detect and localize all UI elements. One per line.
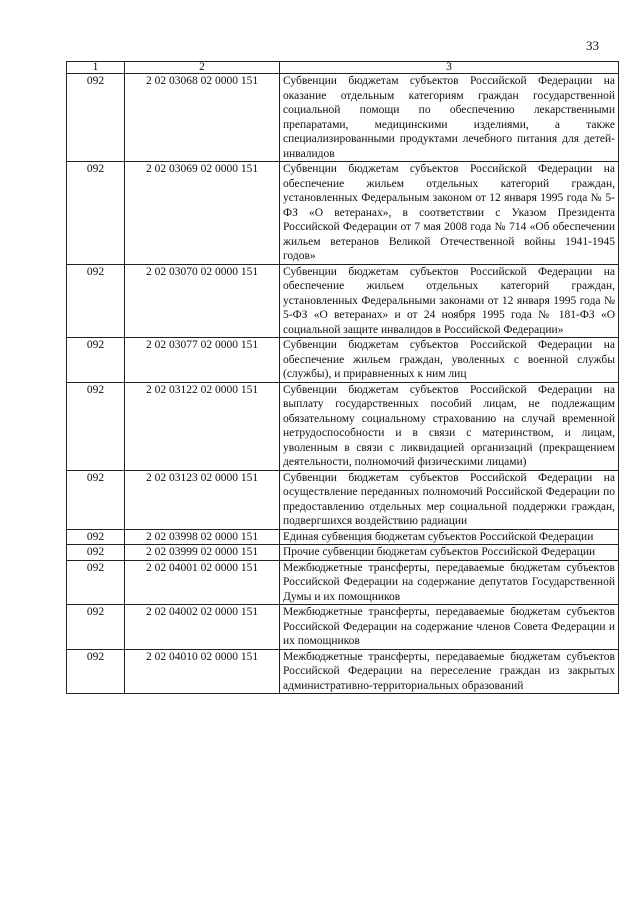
- budget-code-cell: 2 02 03068 02 0000 151: [125, 74, 280, 162]
- admin-code-cell: 092: [67, 470, 125, 529]
- description-cell: Субвенции бюджетам субъектов Российской Федерации на выплату государственных пособий лицам, не подлежащим обязательному социальному страхованию на случай временной нетрудоспособности и в связи с материнством, и лицам, уволенным в связи с ликвидацией организаций (прекращением деятельности, полномочий физическими лицами): [280, 382, 619, 470]
- description-cell: Межбюджетные трансферты, передаваемые бюджетам субъектов Российской Федерации на содержание членов Совета Федерации и их помощников: [280, 605, 619, 650]
- page-number: 33: [586, 38, 599, 53]
- description-cell: Субвенции бюджетам субъектов Российской Федерации на оказание отдельным категориям граждан государственной социальной помощи по обеспечению лекарственными препаратами, медицинскими изделиями, а также специализированными продуктами лечебного питания для детей-инвалидов: [280, 74, 619, 162]
- column-header-1: 1: [67, 62, 125, 74]
- budget-code-cell: 2 02 04010 02 0000 151: [125, 649, 280, 694]
- column-header-2: 2: [125, 62, 280, 74]
- budget-code-cell: 2 02 03077 02 0000 151: [125, 338, 280, 383]
- admin-code-cell: 092: [67, 264, 125, 338]
- table-row: [67, 529, 619, 545]
- description-cell: Прочие субвенции бюджетам субъектов Российской Федерации: [280, 545, 619, 561]
- budget-code-cell: 2 02 03070 02 0000 151: [125, 264, 280, 338]
- description-cell: Субвенции бюджетам субъектов Российской Федерации на осуществление переданных полномочий Российской Федерации по предоставлению отдельных мер социальной поддержки граждан, подвергшихся воздействию радиации: [280, 470, 619, 529]
- table-row: [67, 545, 619, 561]
- admin-code-cell: 092: [67, 649, 125, 694]
- admin-code-cell: 092: [67, 605, 125, 650]
- description-cell: Межбюджетные трансферты, передаваемые бюджетам субъектов Российской Федерации на переселение граждан из закрытых административно-территориальных образований: [280, 649, 619, 694]
- budget-codes-table: [66, 61, 619, 694]
- budget-code-cell: 2 02 03999 02 0000 151: [125, 545, 280, 561]
- description-cell: Единая субвенция бюджетам субъектов Российской Федерации: [280, 529, 619, 545]
- budget-code-cell: 2 02 04001 02 0000 151: [125, 560, 280, 605]
- column-header-3: 3: [280, 62, 619, 74]
- table-row: [67, 470, 619, 529]
- admin-code-cell: 092: [67, 382, 125, 470]
- admin-code-cell: 092: [67, 74, 125, 162]
- budget-code-cell: 2 02 04002 02 0000 151: [125, 605, 280, 650]
- description-cell: Субвенции бюджетам субъектов Российской Федерации на обеспечение жильем граждан, уволенных с военной службы (службы), и приравненных к ним лиц: [280, 338, 619, 383]
- table-row: [67, 382, 619, 470]
- table-header-row: [67, 62, 619, 74]
- description-cell: Межбюджетные трансферты, передаваемые бюджетам субъектов Российской Федерации на содержание депутатов Государственной Думы и их помощников: [280, 560, 619, 605]
- admin-code-cell: 092: [67, 560, 125, 605]
- table-row: [67, 649, 619, 694]
- table-row: [67, 338, 619, 383]
- admin-code-cell: 092: [67, 162, 125, 265]
- table-row: [67, 264, 619, 338]
- admin-code-cell: 092: [67, 338, 125, 383]
- table-row: [67, 74, 619, 162]
- admin-code-cell: 092: [67, 529, 125, 545]
- table-row: [67, 162, 619, 265]
- table-row: [67, 605, 619, 650]
- description-cell: Субвенции бюджетам субъектов Российской Федерации на обеспечение жильем отдельных категорий граждан, установленных Федеральным законом от 12 января 1995 года № 5-ФЗ «О ветеранах», в соответствии с Указом Президента Российской Федерации от 7 мая 2008 года № 714 «Об обеспечении жильем ветеранов Великой Отечественной войны 1941-1945 годов»: [280, 162, 619, 265]
- budget-code-cell: 2 02 03122 02 0000 151: [125, 382, 280, 470]
- budget-code-cell: 2 02 03123 02 0000 151: [125, 470, 280, 529]
- budget-code-cell: 2 02 03998 02 0000 151: [125, 529, 280, 545]
- admin-code-cell: 092: [67, 545, 125, 561]
- table-row: [67, 560, 619, 605]
- description-cell: Субвенции бюджетам субъектов Российской Федерации на обеспечение жильем отдельных категорий граждан, установленных Федеральными законами от 12 января 1995 года № 5-ФЗ «О ветеранах» и от 24 ноября 1995 года № 181-ФЗ «О социальной защите инвалидов в Российской Федерации»: [280, 264, 619, 338]
- budget-code-cell: 2 02 03069 02 0000 151: [125, 162, 280, 265]
